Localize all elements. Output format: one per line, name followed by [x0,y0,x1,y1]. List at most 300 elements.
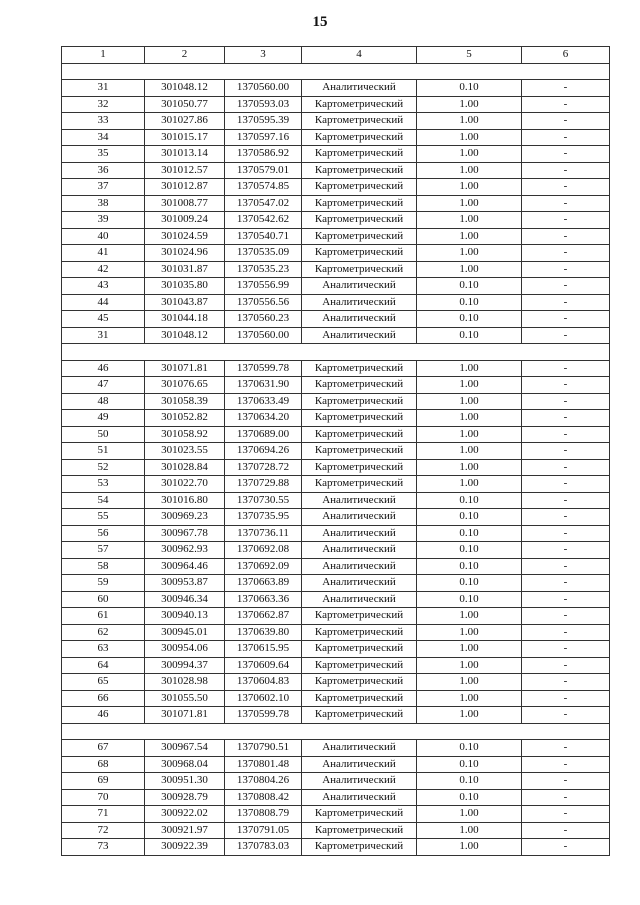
table-cell: - [522,839,610,856]
table-cell: - [522,558,610,575]
table-row [62,261,610,278]
table-cell: Аналитический [302,278,417,295]
table-cell: 300994.37 [145,657,225,674]
table-cell: 301058.92 [145,426,225,443]
table-row [62,839,610,856]
table-cell: 1370735.95 [225,509,302,526]
table-cell: 1.00 [417,443,522,460]
table-cell: 55 [62,509,145,526]
table-cell: 39 [62,212,145,229]
table-cell: 1370729.88 [225,476,302,493]
table-cell: Картометрический [302,426,417,443]
table-row [62,426,610,443]
table-cell: Аналитический [302,756,417,773]
table-cell: - [522,575,610,592]
table-row [62,509,610,526]
table-cell: - [522,525,610,542]
table-row [62,756,610,773]
section-separator-row [62,723,610,740]
table-cell: 1370663.36 [225,591,302,608]
table-cell: 0.10 [417,492,522,509]
column-header: 6 [522,47,610,64]
table-cell: 301048.12 [145,327,225,344]
table-cell: - [522,96,610,113]
table-cell: 1.00 [417,179,522,196]
table-row [62,393,610,410]
table-row [62,575,610,592]
table-cell: 301009.24 [145,212,225,229]
table-cell: 0.10 [417,756,522,773]
table-cell: 0.10 [417,80,522,97]
table-cell: 1370595.39 [225,113,302,130]
table-cell: 300968.04 [145,756,225,773]
table-cell: - [522,443,610,460]
table-cell: 52 [62,459,145,476]
table-cell: Картометрический [302,641,417,658]
table-header-row [62,47,610,64]
table-row [62,674,610,691]
table-cell: 1.00 [417,426,522,443]
table-cell: Картометрический [302,410,417,427]
table-cell: 51 [62,443,145,460]
table-cell: 1370791.05 [225,822,302,839]
table-row [62,311,610,328]
table-row [62,641,610,658]
table-cell: 1.00 [417,476,522,493]
table-cell: - [522,789,610,806]
table-cell: 301055.50 [145,690,225,707]
table-row [62,146,610,163]
table-cell: 301028.98 [145,674,225,691]
table-cell: Аналитический [302,509,417,526]
table-row [62,476,610,493]
table-row [62,80,610,97]
table-cell: 1370808.42 [225,789,302,806]
table-cell: 300967.54 [145,740,225,757]
table-cell: 1370542.62 [225,212,302,229]
table-cell: 301058.39 [145,393,225,410]
table-row [62,96,610,113]
table-cell: 35 [62,146,145,163]
table-cell: 1370586.92 [225,146,302,163]
table-cell: Картометрический [302,806,417,823]
table-cell: 300969.23 [145,509,225,526]
table-cell: Картометрический [302,707,417,724]
table-cell: 301023.55 [145,443,225,460]
table-cell: 300954.06 [145,641,225,658]
table-row [62,690,610,707]
table-cell: Аналитический [302,327,417,344]
table-cell: 1.00 [417,641,522,658]
table-cell: 32 [62,96,145,113]
table-cell: 1370694.26 [225,443,302,460]
table-row [62,377,610,394]
table-cell: 0.10 [417,509,522,526]
table-cell: 301022.70 [145,476,225,493]
table-cell: 1370604.83 [225,674,302,691]
table-cell: 301013.14 [145,146,225,163]
table-cell: Картометрический [302,674,417,691]
table-cell: - [522,756,610,773]
table-cell: 31 [62,80,145,97]
table-cell: - [522,179,610,196]
table-cell: 301027.86 [145,113,225,130]
table-cell: - [522,245,610,262]
table-cell: 57 [62,542,145,559]
table-row [62,360,610,377]
table-cell: 1370535.09 [225,245,302,262]
table-cell: - [522,113,610,130]
table-cell: Картометрический [302,179,417,196]
table-cell: 1370663.89 [225,575,302,592]
table-cell: - [522,641,610,658]
table-cell: - [522,624,610,641]
table-cell: 301016.80 [145,492,225,509]
table-cell: Картометрический [302,146,417,163]
table-cell: 64 [62,657,145,674]
table-cell: 45 [62,311,145,328]
table-cell: 301076.65 [145,377,225,394]
table-cell: 1.00 [417,690,522,707]
table-cell: 1.00 [417,228,522,245]
table-cell: 38 [62,195,145,212]
table-row [62,822,610,839]
table-cell: 62 [62,624,145,641]
table-cell: 1370579.01 [225,162,302,179]
table-cell: 44 [62,294,145,311]
table-cell: Аналитический [302,773,417,790]
table-cell: 1.00 [417,624,522,641]
table-cell: 300928.79 [145,789,225,806]
table-cell: 1370599.78 [225,707,302,724]
table-cell: 1.00 [417,162,522,179]
table-cell: 63 [62,641,145,658]
table-cell: 1.00 [417,822,522,839]
table-cell: - [522,773,610,790]
table-row [62,410,610,427]
table-cell: 1370547.02 [225,195,302,212]
table-cell: 33 [62,113,145,130]
table-cell: - [522,327,610,344]
table-cell: 1.00 [417,96,522,113]
table-cell: 0.10 [417,789,522,806]
table-cell: 1370808.79 [225,806,302,823]
table-cell: - [522,162,610,179]
table-cell: 1370556.56 [225,294,302,311]
table-cell: Картометрический [302,228,417,245]
table-cell: 1.00 [417,245,522,262]
table-cell: - [522,360,610,377]
table-cell: 1.00 [417,146,522,163]
table-cell: 36 [62,162,145,179]
table-cell: Картометрический [302,113,417,130]
table-cell: - [522,212,610,229]
table-cell: 301008.77 [145,195,225,212]
table-cell: 50 [62,426,145,443]
table-cell: 70 [62,789,145,806]
table-cell: - [522,294,610,311]
table-cell: 301024.96 [145,245,225,262]
table-cell: 301071.81 [145,360,225,377]
table-cell: 0.10 [417,591,522,608]
table-cell: 301035.80 [145,278,225,295]
table-row [62,624,610,641]
table-cell: 61 [62,608,145,625]
table-cell: Картометрический [302,245,417,262]
table-cell: 42 [62,261,145,278]
table-cell: 1370801.48 [225,756,302,773]
table-cell: Картометрический [302,195,417,212]
table-cell: Картометрический [302,608,417,625]
table-cell: 56 [62,525,145,542]
table-row [62,179,610,196]
table-cell: 1370560.00 [225,80,302,97]
page-number: 15 [312,14,328,30]
table-cell: Картометрический [302,443,417,460]
table-cell: 1370597.16 [225,129,302,146]
table-cell: - [522,509,610,526]
table-cell: 300922.39 [145,839,225,856]
table-cell: Картометрический [302,476,417,493]
table-cell: 46 [62,360,145,377]
table-row [62,789,610,806]
table-cell: 1370692.08 [225,542,302,559]
table-cell: 66 [62,690,145,707]
table-cell: 43 [62,278,145,295]
table-cell: 71 [62,806,145,823]
table-cell: 34 [62,129,145,146]
table-cell: 1370730.55 [225,492,302,509]
table-cell: Аналитический [302,492,417,509]
table-cell: 1370593.03 [225,96,302,113]
table-row [62,443,610,460]
table-cell: - [522,261,610,278]
table-cell: 0.10 [417,311,522,328]
table-cell: Аналитический [302,525,417,542]
table-body [62,63,610,855]
table-cell: - [522,476,610,493]
table-row [62,129,610,146]
table-cell: 1.00 [417,674,522,691]
table-cell: Картометрический [302,212,417,229]
table-cell: 1.00 [417,393,522,410]
table-row [62,228,610,245]
table-cell: 1370574.85 [225,179,302,196]
table-cell: 301044.18 [145,311,225,328]
table-row [62,278,610,295]
column-header: 3 [225,47,302,64]
table-cell: - [522,492,610,509]
table-cell: 1370804.26 [225,773,302,790]
table-cell: - [522,740,610,757]
table-cell: 1.00 [417,195,522,212]
table-cell: 1370639.80 [225,624,302,641]
table-row [62,591,610,608]
table-cell: 1370728.72 [225,459,302,476]
table-cell: 40 [62,228,145,245]
table-cell: 301015.17 [145,129,225,146]
table-cell: 301050.77 [145,96,225,113]
table-cell: 48 [62,393,145,410]
table-cell: 58 [62,558,145,575]
table-cell: 1370692.09 [225,558,302,575]
table-cell: 0.10 [417,278,522,295]
table-cell: 1370560.00 [225,327,302,344]
table-cell: 1370633.49 [225,393,302,410]
table-cell: Картометрический [302,690,417,707]
table-cell: 1.00 [417,129,522,146]
table-cell: Картометрический [302,822,417,839]
table-cell: 60 [62,591,145,608]
separator-cell [62,344,610,361]
table-row [62,525,610,542]
table-cell: 31 [62,327,145,344]
table-cell: 65 [62,674,145,691]
table-cell: 0.10 [417,558,522,575]
table-cell: 0.10 [417,542,522,559]
table-cell: 1.00 [417,261,522,278]
table-cell: Картометрический [302,839,417,856]
table-cell: - [522,591,610,608]
table-cell: 1370615.95 [225,641,302,658]
table-cell: 59 [62,575,145,592]
table-cell: Картометрический [302,657,417,674]
table-cell: 73 [62,839,145,856]
table-cell: 300921.97 [145,822,225,839]
table-cell: - [522,822,610,839]
table-cell: 1.00 [417,459,522,476]
section-separator-row [62,344,610,361]
table-cell: - [522,426,610,443]
table-row [62,492,610,509]
table-cell: Картометрический [302,393,417,410]
table-cell: 1370560.23 [225,311,302,328]
table-cell: 0.10 [417,525,522,542]
table-cell: 300922.02 [145,806,225,823]
table-cell: 69 [62,773,145,790]
column-header: 5 [417,47,522,64]
table-cell: 0.10 [417,575,522,592]
table-cell: 1370631.90 [225,377,302,394]
table-cell: 1.00 [417,608,522,625]
table-cell: Аналитический [302,294,417,311]
table-cell: Картометрический [302,377,417,394]
table-row [62,212,610,229]
table-cell: 300962.93 [145,542,225,559]
table-cell: 301012.57 [145,162,225,179]
table-cell: Аналитический [302,575,417,592]
table-cell: 1370790.51 [225,740,302,757]
table-cell: 301024.59 [145,228,225,245]
table-cell: Картометрический [302,624,417,641]
table-row [62,558,610,575]
table-cell: Аналитический [302,789,417,806]
table-cell: 54 [62,492,145,509]
table-cell: Картометрический [302,459,417,476]
table-cell: 46 [62,707,145,724]
table-row [62,608,610,625]
table-cell: 300945.01 [145,624,225,641]
table-cell: - [522,80,610,97]
table-cell: Картометрический [302,96,417,113]
table-cell: 1370736.11 [225,525,302,542]
table-cell: 41 [62,245,145,262]
table-cell: 1.00 [417,839,522,856]
table-cell: 68 [62,756,145,773]
table-cell: 1370602.10 [225,690,302,707]
table-cell: - [522,657,610,674]
table-row [62,806,610,823]
table-cell: 0.10 [417,294,522,311]
table-cell: 72 [62,822,145,839]
table-cell: Аналитический [302,542,417,559]
table-cell: 1370540.71 [225,228,302,245]
table-cell: 300967.78 [145,525,225,542]
table-row [62,657,610,674]
table-cell: 301012.87 [145,179,225,196]
table-cell: - [522,707,610,724]
table-cell: 301071.81 [145,707,225,724]
table-cell: - [522,393,610,410]
table-cell: 301052.82 [145,410,225,427]
table-cell: - [522,690,610,707]
table-cell: 1370609.64 [225,657,302,674]
table-cell: 300946.34 [145,591,225,608]
table-cell: 301028.84 [145,459,225,476]
table-cell: - [522,146,610,163]
table-cell: 53 [62,476,145,493]
table-cell: 1.00 [417,212,522,229]
section-separator-row [62,63,610,80]
table-cell: 1370556.99 [225,278,302,295]
table-cell: - [522,459,610,476]
table-cell: 1.00 [417,806,522,823]
table-cell: 301031.87 [145,261,225,278]
table-cell: - [522,228,610,245]
table-cell: 1.00 [417,410,522,427]
table-cell: 1.00 [417,657,522,674]
table-row [62,707,610,724]
table-cell: 300964.46 [145,558,225,575]
table-row [62,195,610,212]
table-row [62,542,610,559]
table-cell: 37 [62,179,145,196]
table-cell: 1370662.87 [225,608,302,625]
table-cell: - [522,311,610,328]
table-row [62,327,610,344]
table-row [62,773,610,790]
table-cell: 1.00 [417,707,522,724]
table-cell: - [522,410,610,427]
table-cell: 301043.87 [145,294,225,311]
coordinates-table [61,46,610,856]
separator-cell [62,723,610,740]
table-row [62,294,610,311]
table-cell: 1.00 [417,377,522,394]
table-row [62,245,610,262]
column-header: 2 [145,47,225,64]
table-cell: - [522,608,610,625]
table-cell: 1370634.20 [225,410,302,427]
table-cell: - [522,377,610,394]
table-cell: Картометрический [302,261,417,278]
table-cell: 0.10 [417,327,522,344]
table-cell: 300951.30 [145,773,225,790]
table-cell: 0.10 [417,740,522,757]
table-cell: 1370535.23 [225,261,302,278]
table-cell: 47 [62,377,145,394]
table-cell: 67 [62,740,145,757]
